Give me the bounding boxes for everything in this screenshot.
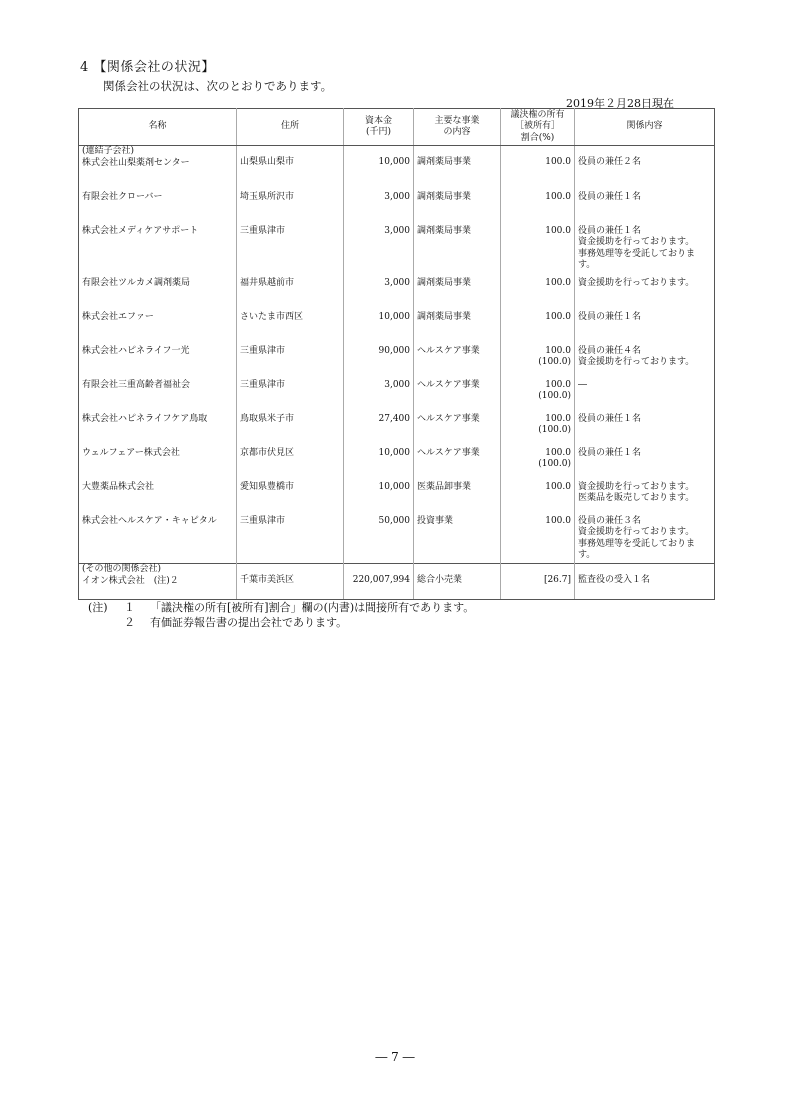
cell-voting: 100.0: [501, 192, 575, 226]
cell-business: 調剤薬局事業: [414, 226, 501, 278]
cell-relationship: ―: [575, 380, 715, 414]
note-index: ２: [124, 616, 135, 629]
table-header-row: [79, 109, 715, 146]
cell-capital: 3,000: [344, 278, 414, 312]
cell-name: (連結子会社) 株式会社山梨薬剤センター: [79, 146, 237, 192]
cell-business: 投資事業: [414, 516, 501, 564]
cell-relationship: 役員の兼任１名: [575, 192, 715, 226]
cell-relationship: 役員の兼任３名 資金援助を行っております。 事務処理等を受託しておりま す。: [575, 516, 715, 564]
cell-voting: 100.0: [501, 516, 575, 564]
table-row: [79, 564, 715, 600]
table-row: [79, 278, 715, 312]
cell-relationship: 役員の兼任１名: [575, 414, 715, 448]
cell-business: 総合小売業: [414, 564, 501, 600]
table-row: [79, 226, 715, 278]
cell-address: 埼玉県所沢市: [237, 192, 344, 226]
cell-capital: 10,000: [344, 482, 414, 516]
group-label: (連結子会社): [82, 146, 135, 156]
cell-capital: 27,400: [344, 414, 414, 448]
section-title: 4 【関係会社の状況】: [80, 60, 215, 75]
cell-business: ヘルスケア事業: [414, 448, 501, 482]
cell-capital: 10,000: [344, 146, 414, 192]
as-of-date: 2019年２月28日現在: [566, 97, 674, 110]
cell-capital: 3,000: [344, 226, 414, 278]
cell-relationship: 監査役の受入１名: [575, 564, 715, 600]
cell-voting: [26.7]: [501, 564, 575, 600]
cell-address: 山梨県山梨市: [237, 146, 344, 192]
header-voting: 議決権の所有 ［被所有］ 割合(%): [501, 109, 575, 146]
cell-address: 三重県津市: [237, 346, 344, 380]
cell-name: 大豊薬品株式会社: [79, 482, 237, 516]
cell-address: 愛知県豊橋市: [237, 482, 344, 516]
cell-business: ヘルスケア事業: [414, 414, 501, 448]
cell-capital: 10,000: [344, 312, 414, 346]
cell-voting: 100.0: [501, 278, 575, 312]
cell-name: (その他の関係会社) イオン株式会社 (注)２: [79, 564, 237, 600]
table-body: [79, 146, 715, 600]
cell-name: ウェルフェアー株式会社: [79, 448, 237, 482]
cell-business: ヘルスケア事業: [414, 380, 501, 414]
cell-name: 株式会社エファー: [79, 312, 237, 346]
cell-voting: 100.0 (100.0): [501, 380, 575, 414]
cell-relationship: 役員の兼任４名 資金援助を行っております。: [575, 346, 715, 380]
cell-address: 京都市伏見区: [237, 448, 344, 482]
note-item: [88, 615, 474, 630]
cell-name: 有限会社三重高齢者福祉会: [79, 380, 237, 414]
cell-voting: 100.0: [501, 482, 575, 516]
note-text: 「議決権の所有[被所有]割合」欄の(内書)は間接所有であります。: [150, 601, 475, 614]
cell-business: 医薬品卸事業: [414, 482, 501, 516]
cell-relationship: 役員の兼任１名: [575, 312, 715, 346]
cell-name: 株式会社メディケアサポート: [79, 226, 237, 278]
cell-name: 株式会社ハピネライフ一光: [79, 346, 237, 380]
cell-relationship: 資金援助を行っております。: [575, 278, 715, 312]
table-row: [79, 448, 715, 482]
notes: [88, 600, 474, 630]
cell-name: 有限会社クローバー: [79, 192, 237, 226]
table-row: [79, 146, 715, 192]
cell-business: 調剤薬局事業: [414, 278, 501, 312]
cell-capital: 50,000: [344, 516, 414, 564]
note-text: 有価証券報告書の提出会社であります。: [150, 616, 348, 629]
header-capital: 資本金 (千円): [344, 109, 414, 146]
header-relationship: 関係内容: [575, 109, 715, 146]
cell-voting: 100.0: [501, 146, 575, 192]
cell-relationship: 資金援助を行っております。 医薬品を販売しております。: [575, 482, 715, 516]
cell-relationship: 役員の兼任１名 資金援助を行っております。 事務処理等を受託しておりま す。: [575, 226, 715, 278]
cell-voting: 100.0 (100.0): [501, 448, 575, 482]
cell-capital: 3,000: [344, 192, 414, 226]
page-number: ― 7 ―: [375, 1050, 415, 1064]
cell-relationship: 役員の兼任２名: [575, 146, 715, 192]
table-row: [79, 482, 715, 516]
table-row: [79, 414, 715, 448]
cell-address: 千葉市美浜区: [237, 564, 344, 600]
table-row: [79, 346, 715, 380]
cell-name: 株式会社ヘルスケア・キャピタル: [79, 516, 237, 564]
cell-capital: 10,000: [344, 448, 414, 482]
cell-business: 調剤薬局事業: [414, 146, 501, 192]
affiliated-companies-table: [78, 108, 715, 600]
table-row: [79, 192, 715, 226]
cell-business: 調剤薬局事業: [414, 192, 501, 226]
cell-relationship: 役員の兼任１名: [575, 448, 715, 482]
note-label: (注): [88, 601, 108, 614]
intro-text: 関係会社の状況は、次のとおりであります。: [103, 79, 333, 93]
cell-voting: 100.0 (100.0): [501, 346, 575, 380]
cell-address: 福井県越前市: [237, 278, 344, 312]
header-business: 主要な事業 の内容: [414, 109, 501, 146]
note-index: １: [124, 601, 135, 614]
cell-business: ヘルスケア事業: [414, 346, 501, 380]
cell-capital: 220,007,994: [344, 564, 414, 600]
cell-name: 有限会社ツルカメ調剤薬局: [79, 278, 237, 312]
group-label: (その他の関係会社): [82, 564, 162, 574]
cell-capital: 3,000: [344, 380, 414, 414]
cell-address: 三重県津市: [237, 226, 344, 278]
cell-name: 株式会社ハピネライフケア鳥取: [79, 414, 237, 448]
table-row: [79, 312, 715, 346]
cell-address: 三重県津市: [237, 516, 344, 564]
cell-address: 鳥取県米子市: [237, 414, 344, 448]
cell-voting: 100.0 (100.0): [501, 414, 575, 448]
cell-address: 三重県津市: [237, 380, 344, 414]
cell-voting: 100.0: [501, 226, 575, 278]
cell-voting: 100.0: [501, 312, 575, 346]
table-row: [79, 516, 715, 564]
cell-address: さいたま市西区: [237, 312, 344, 346]
table-row: [79, 380, 715, 414]
header-address: 住所: [237, 109, 344, 146]
cell-capital: 90,000: [344, 346, 414, 380]
cell-business: 調剤薬局事業: [414, 312, 501, 346]
note-item: [88, 600, 474, 615]
header-name: 名称: [79, 109, 237, 146]
